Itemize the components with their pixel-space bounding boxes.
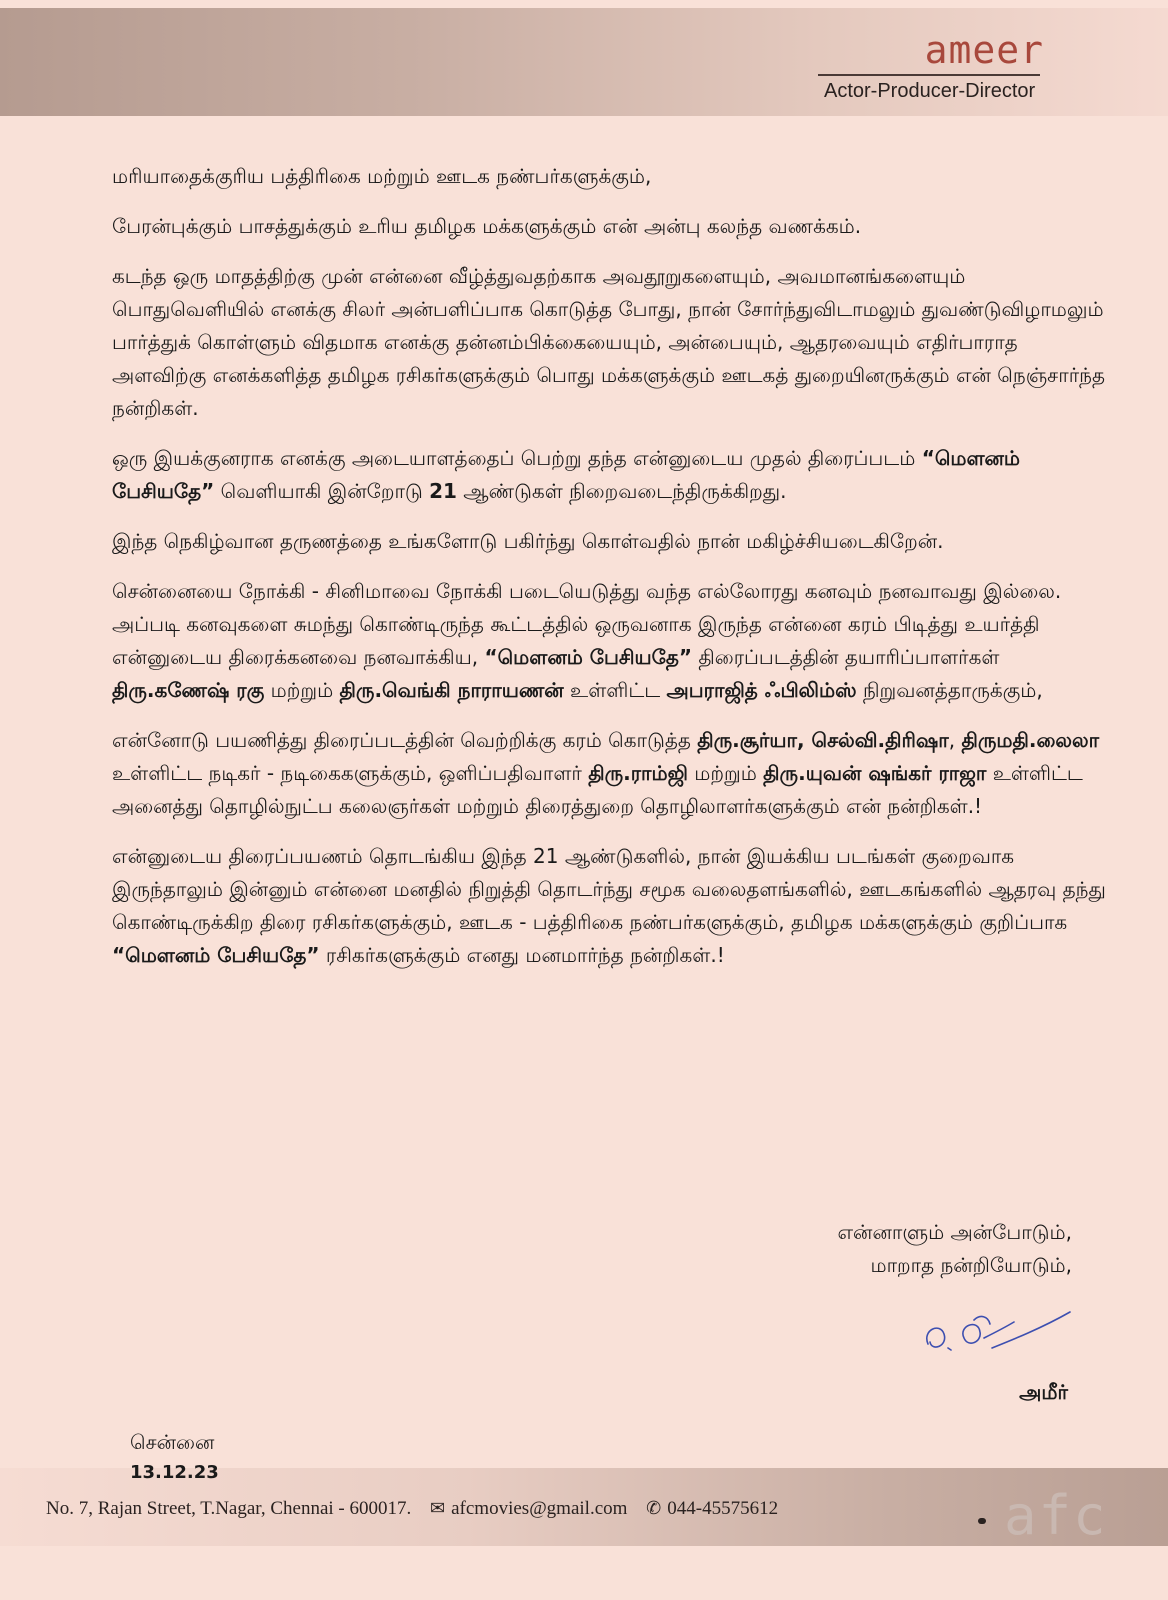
brand-logo: ameer	[924, 28, 1044, 72]
phone-icon: ✆	[646, 1498, 662, 1518]
paragraph-producers: சென்னையை நோக்கி - சினிமாவை நோக்கி படையெடுத்து வந்த எல்லோரது கனவும் நனவாவது இல்லை. அப்படி கனவுகளை சுமந்து கொண்டிருந்த கூட்டத்தில் ஒருவனாக இருந்த என்னை கரம் பிடித்து உயர்த்தி என்னுடைய திரைக்கனவை நனவாக்கிய, “மௌனம் பேசியதே” திரைப்படத்தின் தயாரிப்பாளர்கள் திரு.கணேஷ் ரகு மற்றும் திரு.வெங்கி நாராயணன் உள்ளிட்ட அபராஜித் ஃபிலிம்ஸ் நிறுவனத்தாருக்கும்,	[112, 579, 1062, 702]
paragraph-anniversary: ஒரு இயக்குனராக எனக்கு அடையாளத்தைப் பெற்று தந்த என்னுடைய முதல் திரைப்படம் “மௌனம் பேசியதே” வெளியாகி இன்றோடு 21 ஆண்டுகள் நிறைவடைந்திருக்கிறது.	[112, 446, 1021, 503]
footer-phone[interactable]: 044-45575612	[667, 1498, 779, 1519]
envelope-icon: ✉	[430, 1498, 446, 1518]
footer-contact	[46, 1498, 778, 1520]
brand-divider	[818, 74, 1040, 76]
letter-body	[112, 160, 1112, 989]
film-title: “மௌனம் பேசியதே”	[112, 446, 1021, 503]
paragraph-cast-crew: என்னோடு பயணித்து திரைப்படத்தின் வெற்றிக்கு கரம் கொடுத்த திரு.சூர்யா, செல்வி.திரிஷா, திருமதி.லைலா உள்ளிட்ட நடிகர் - நடிகைகளுக்கும், ஒளிப்பதிவாளர் திரு.ராம்ஜி மற்றும் திரு.யுவன் ஷங்கர் ராஜா உள்ளிட்ட அனைத்து தொழில்நுட்ப கலைஞர்கள் மற்றும் திரைத்துறை தொழிலாளர்களுக்கும் என் நன்றிகள்.!	[112, 728, 1100, 818]
brand-tagline: Actor-Producer-Director	[824, 80, 1036, 102]
letter-date: 13.12.23	[130, 1462, 219, 1483]
letter-place: சென்னை	[130, 1430, 215, 1454]
footer-address: No. 7, Rajan Street, T.Nagar, Chennai - 600017.	[46, 1498, 412, 1519]
salutation-people: பேரன்புக்கும் பாசத்துக்கும் உரிய தமிழக மக்களுக்கும் என் அன்பு கலந்த வணக்கம்.	[112, 214, 862, 238]
footer-email[interactable]: afcmovies@gmail.com	[451, 1498, 628, 1519]
film-title: “மௌனம் பேசியதே”	[112, 943, 320, 967]
logo-dot	[978, 1518, 986, 1524]
closing-line-1: என்னாளும் அன்போடும்,	[837, 1220, 1072, 1244]
paragraph-gratitude: கடந்த ஒரு மாதத்திற்கு முன் என்னை வீழ்த்துவதற்காக அவதூறுகளையும், அவமானங்களையும் பொதுவெளியில் எனக்கு சிலர் அன்பளிப்பாக கொடுத்த போது, நான் சோர்ந்துவிடாமலும் துவண்டுவிழாமலும் பார்த்துக் கொள்ளும் விதமாக எனக்கு தன்னம்பிக்கையையும், அன்பையும், ஆதரவையும் எதிர்பாராத அளவிற்கு எனக்களித்த தமிழக ரசிகர்களுக்கும் பொது மக்களுக்கும் ஊடகத் துறையினருக்கும் என் நெஞ்சார்ந்த நன்றிகள்.	[112, 264, 1106, 420]
handwritten-signature	[918, 1308, 1078, 1368]
afc-logo: afc	[1004, 1484, 1108, 1547]
salutation-press: மரியாதைக்குரிய பத்திரிகை மற்றும் ஊடக நண்பர்களுக்கும்,	[112, 164, 652, 188]
closing-lines	[837, 1216, 1072, 1282]
signatory-name: அமீர்	[1019, 1380, 1068, 1404]
film-title: “மௌனம் பேசியதே”	[484, 645, 693, 669]
paragraph-fans: என்னுடைய திரைப்பயணம் தொடங்கிய இந்த 21 ஆண்டுகளில், நான் இயக்கிய படங்கள் குறைவாக இருந்தாலும் இன்னும் என்னை மனதில் நிறுத்தி தொடர்ந்து சமூக வலைதளங்களில், ஊடகங்களில் ஆதரவு தந்து கொண்டிருக்கிற திரை ரசிகர்களுக்கும், ஊடக - பத்திரிகை நண்பர்களுக்கும், தமிழக மக்களுக்கும் குறிப்பாக “மௌனம் பேசியதே” ரசிகர்களுக்கும் எனது மனமார்ந்த நன்றிகள்.!	[112, 844, 1106, 967]
closing-line-2: மாறாத நன்றியோடும்,	[870, 1253, 1072, 1277]
paragraph-joy: இந்த நெகிழ்வான தருணத்தை உங்களோடு பகிர்ந்து கொள்வதில் நான் மகிழ்ச்சியடைகிறேன்.	[112, 529, 944, 553]
